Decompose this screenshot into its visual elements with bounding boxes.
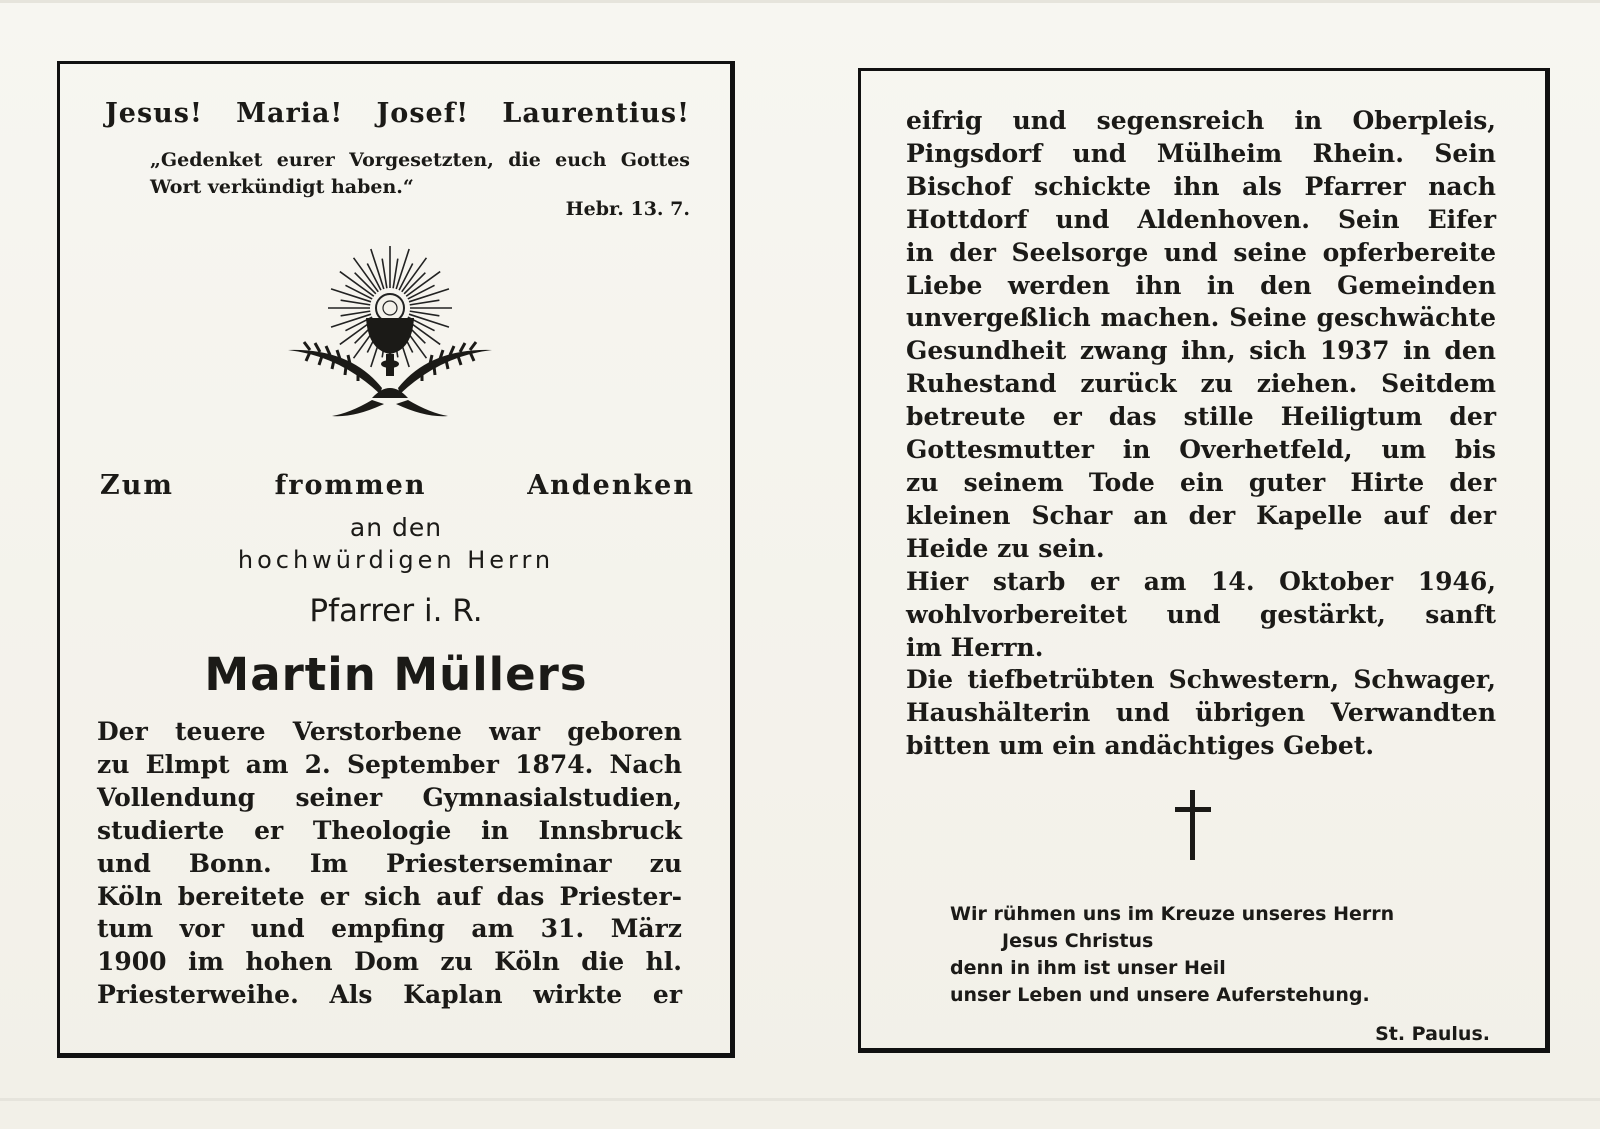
text-line: unvergeßlich machen. Seine geschwächte	[906, 303, 1496, 333]
text-line: Die tiefbetrübten Schwestern, Schwager,	[906, 665, 1496, 695]
text-line: Pingsdorf und Mülheim Rhein. Sein	[906, 138, 1496, 168]
text-line: zu Elmpt am 2. September 1874. Nach	[97, 749, 682, 779]
text-line: wohlvorbereitet und gestärkt, sanft	[906, 599, 1496, 629]
invocation-word: Laurentius!	[502, 98, 690, 129]
text-line: Vollendung seiner Gymnasialstudien,	[97, 782, 682, 812]
quote-line: Jesus Christus	[1002, 930, 1154, 952]
text-line: 1900 im hohen Dom zu Köln die hl.	[97, 947, 682, 977]
invocation-word: Jesus!	[105, 98, 203, 129]
bottom-fold-line	[0, 1098, 1600, 1101]
dedication-herrn: hochwürdigen Herrn	[237, 546, 555, 574]
bible-quote: „Gedenket eurer Vorgesetzten, die euch Gottes Wort verkündigt haben.“	[150, 149, 690, 198]
text-line: und Bonn. Im Priesterseminar zu	[97, 848, 682, 878]
text-line: eifrig und segensreich in Oberpleis,	[906, 106, 1496, 135]
text-line: Köln bereitete er sich auf das Priester-	[97, 881, 682, 911]
invocation-word: Maria!	[236, 98, 344, 129]
dedication-an-den: an den	[349, 513, 443, 542]
text-line: Gottesmutter in Overhetfeld, um bis	[906, 435, 1496, 465]
quote-line: unser Leben und unsere Auferstehung.	[950, 984, 1370, 1006]
chalice-host-emblem-icon	[280, 238, 500, 438]
text-line: kleinen Schar an der Kapelle auf der	[906, 500, 1496, 530]
deceased-title: Pfarrer i. R.	[309, 593, 483, 629]
text-line: Ruhestand zurück zu ziehen. Seitdem	[906, 369, 1496, 399]
quote-line: denn in ihm ist unser Heil	[950, 957, 1226, 979]
text-line: studierte er Theologie in Innsbruck	[97, 815, 682, 845]
text-line: in der Seelsorge und seine opferbereite	[906, 237, 1496, 267]
text-line: Haushälterin und übrigen Verwandten	[906, 698, 1496, 728]
text-line: Hottdorf und Aldenhoven. Sein Eifer	[906, 204, 1496, 234]
cross-icon	[1173, 790, 1213, 860]
quote-line: Wir rühmen uns im Kreuze unseres Herrn	[950, 903, 1395, 925]
closing-reference: St. Paulus.	[1375, 1023, 1490, 1045]
closing-quote	[950, 901, 1490, 1009]
left-biography-text	[97, 716, 682, 1012]
top-edge	[0, 0, 1600, 3]
text-line: bitten um ein andächtiges Gebet.	[906, 731, 1375, 761]
text-line: Gesundheit zwang ihn, sich 1937 in den	[906, 336, 1496, 366]
dedication-line	[100, 470, 695, 501]
text-line: Hier starb er am 14. Oktober 1946,	[906, 566, 1496, 596]
text-line: tum vor und empfing am 31. März	[97, 914, 682, 944]
deceased-name: Martin Müllers	[204, 648, 588, 701]
invocation-line	[105, 98, 690, 129]
text-line: zu seinem Tode ein guter Hirte der	[906, 467, 1496, 497]
text-line: Der teuere Verstorbene war geboren	[97, 717, 682, 746]
bible-reference: Hebr. 13. 7.	[565, 198, 690, 220]
text-line: Priesterweihe. Als Kaplan wirkte er	[97, 980, 682, 1010]
dedication-word: Zum	[100, 470, 174, 501]
text-line: Bischof schickte ihn als Pfarrer nach	[906, 171, 1496, 201]
text-line: betreute er das stille Heiligtum der	[906, 402, 1496, 432]
dedication-word: frommen	[274, 470, 427, 501]
right-biography-text	[906, 105, 1496, 763]
invocation-word: Josef!	[376, 98, 470, 129]
text-line: im Herrn.	[906, 632, 1044, 662]
text-line: Liebe werden ihn in den Gemeinden	[906, 270, 1496, 300]
text-line: Heide zu sein.	[906, 533, 1105, 563]
dedication-word: Andenken	[527, 470, 695, 501]
